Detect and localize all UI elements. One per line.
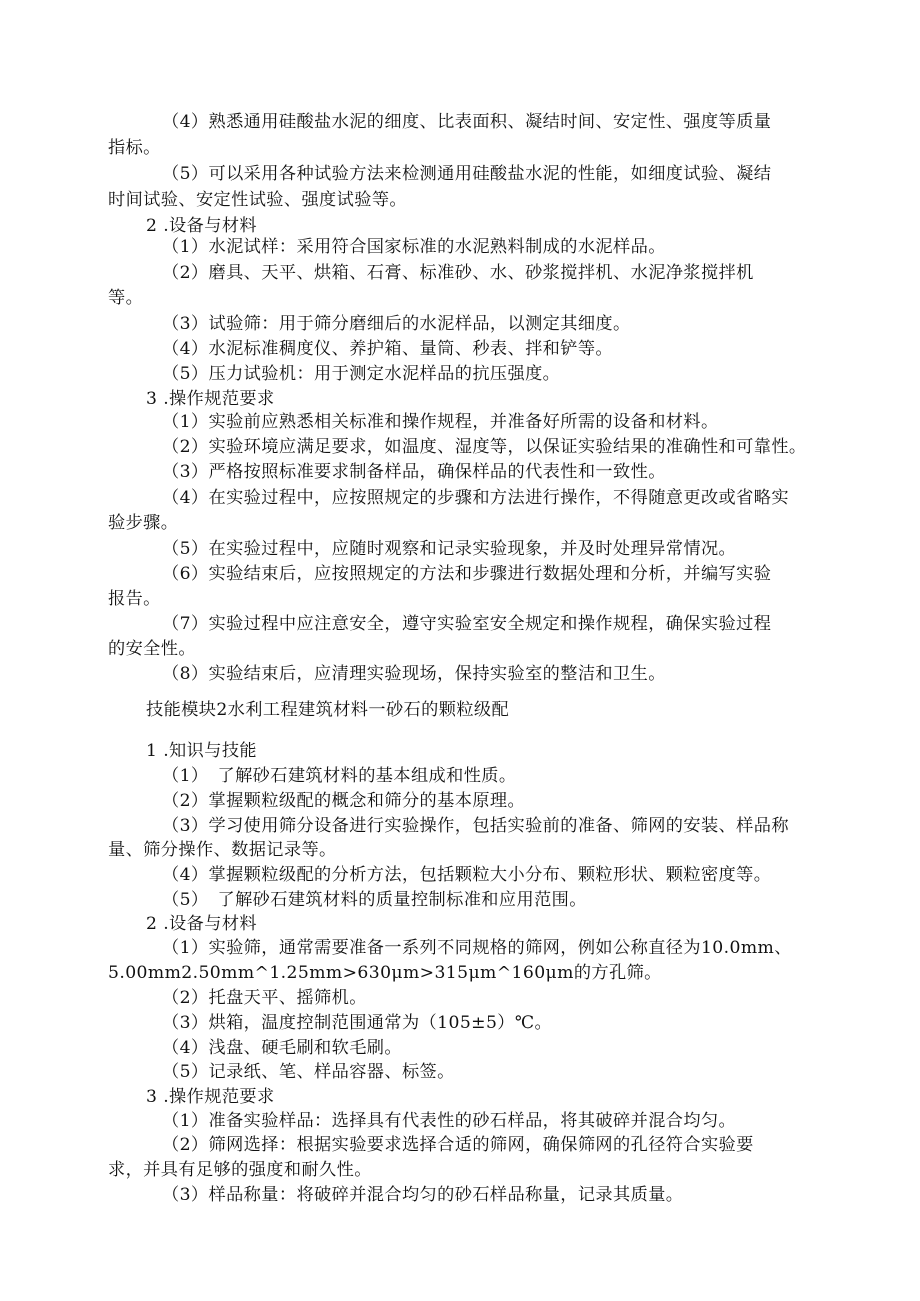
continuation-line: 报告。 [108,589,161,609]
continuation-line: 的安全性。 [108,639,196,659]
list-item: （1）准备实验样品：选择具有代表性的砂石样品，将其破碎并混合均匀。 [162,1111,737,1131]
list-item: （4）掌握颗粒级配的分析方法，包括颗粒大小分布、颗粒形状、颗粒密度等。 [162,865,772,885]
section-heading: 3 .操作规范要求 [146,1087,275,1107]
continuation-line: 5.00mm2.50mm^1.25mm>630μm>315μm^160μm的方孔筛。 [108,963,662,983]
list-item: （3）严格按照标准要求制备样品，确保样品的代表性和一致性。 [162,462,666,482]
list-item: （5）可以采用各种试验方法来检测通用硅酸盐水泥的性能，如细度试验、凝结 [162,164,772,184]
list-item: （3）学习使用筛分设备进行实验操作，包括实验前的准备、筛网的安装、样品称 [162,816,789,836]
list-item: （4）水泥标准稠度仪、养护箱、量筒、秒表、拌和铲等。 [162,339,614,359]
list-item: （4）在实验过程中，应按照规定的步骤和方法进行操作，不得随意更改或省略实 [162,488,789,508]
list-item: （3）烘箱，温度控制范围通常为（105±5）℃。 [162,1013,553,1033]
list-item: （1）实验筛，通常需要准备一系列不同规格的筛网，例如公称直径为10.0mm、 [162,938,792,958]
continuation-line: 等。 [108,288,144,308]
module-heading: 技能模块2水利工程建筑材料一砂石的颗粒级配 [146,700,510,720]
list-item: （5）在实验过程中，应随时观察和记录实验现象，并及时处理异常情况。 [162,539,737,559]
list-item: （4）熟悉通用硅酸盐水泥的细度、比表面积、凝结时间、安定性、强度等质量 [162,112,772,132]
list-item: （7）实验过程中应注意安全，遵守实验室安全规定和操作规程，确保实验过程 [162,614,772,634]
list-item: （5） 了解砂石建筑材料的质量控制标准和应用范围。 [162,890,587,910]
list-item: （2）筛网选择：根据实验要求选择合适的筛网，确保筛网的孔径符合实验要 [162,1135,754,1155]
list-item: （5）记录纸、笔、样品容器、标签。 [162,1062,455,1082]
list-item: （8）实验结束后，应清理实验现场，保持实验室的整洁和卫生。 [162,664,666,684]
continuation-line: 时间试验、安定性试验、强度试验等。 [108,190,407,210]
list-item: （3）试验筛：用于筛分磨细后的水泥样品，以测定其细度。 [162,314,631,334]
list-item: （5）压力试验机：用于测定水泥样品的抗压强度。 [162,364,561,384]
section-heading: 2 .设备与材料 [146,914,257,934]
list-item: （6）实验结束后，应按照规定的方法和步骤进行数据处理和分析，并编写实验 [162,564,772,584]
section-heading: 2 .设备与材料 [146,216,257,236]
list-item: （2）磨具、天平、烘箱、石膏、标准砂、水、砂浆搅拌机、水泥净浆搅拌机 [162,263,754,283]
list-item: （2）实验环境应满足要求，如温度、湿度等，以保证实验结果的准确性和可靠性。 [162,437,807,457]
continuation-line: 验步骤。 [108,513,179,533]
list-item: （2）掌握颗粒级配的概念和筛分的基本原理。 [162,791,526,811]
continuation-line: 求，并具有足够的强度和耐久性。 [108,1160,372,1180]
list-item: （3）样品称量：将破碎并混合均匀的砂石样品称量，记录其质量。 [162,1185,684,1205]
section-heading: 1 .知识与技能 [146,741,257,761]
list-item: （1）水泥试样：采用符合国家标准的水泥熟料制成的水泥样品。 [162,237,666,257]
list-item: （4）浅盘、硬毛刷和软毛刷。 [162,1038,402,1058]
list-item: （2）托盘天平、摇筛机。 [162,988,367,1008]
continuation-line: 量、筛分操作、数据记录等。 [108,840,337,860]
list-item: （1） 了解砂石建筑材料的基本组成和性质。 [162,766,517,786]
continuation-line: 指标。 [108,138,161,158]
list-item: （1）实验前应熟悉相关标准和操作规程，并准备好所需的设备和材料。 [162,412,719,432]
section-heading: 3 .操作规范要求 [146,389,275,409]
